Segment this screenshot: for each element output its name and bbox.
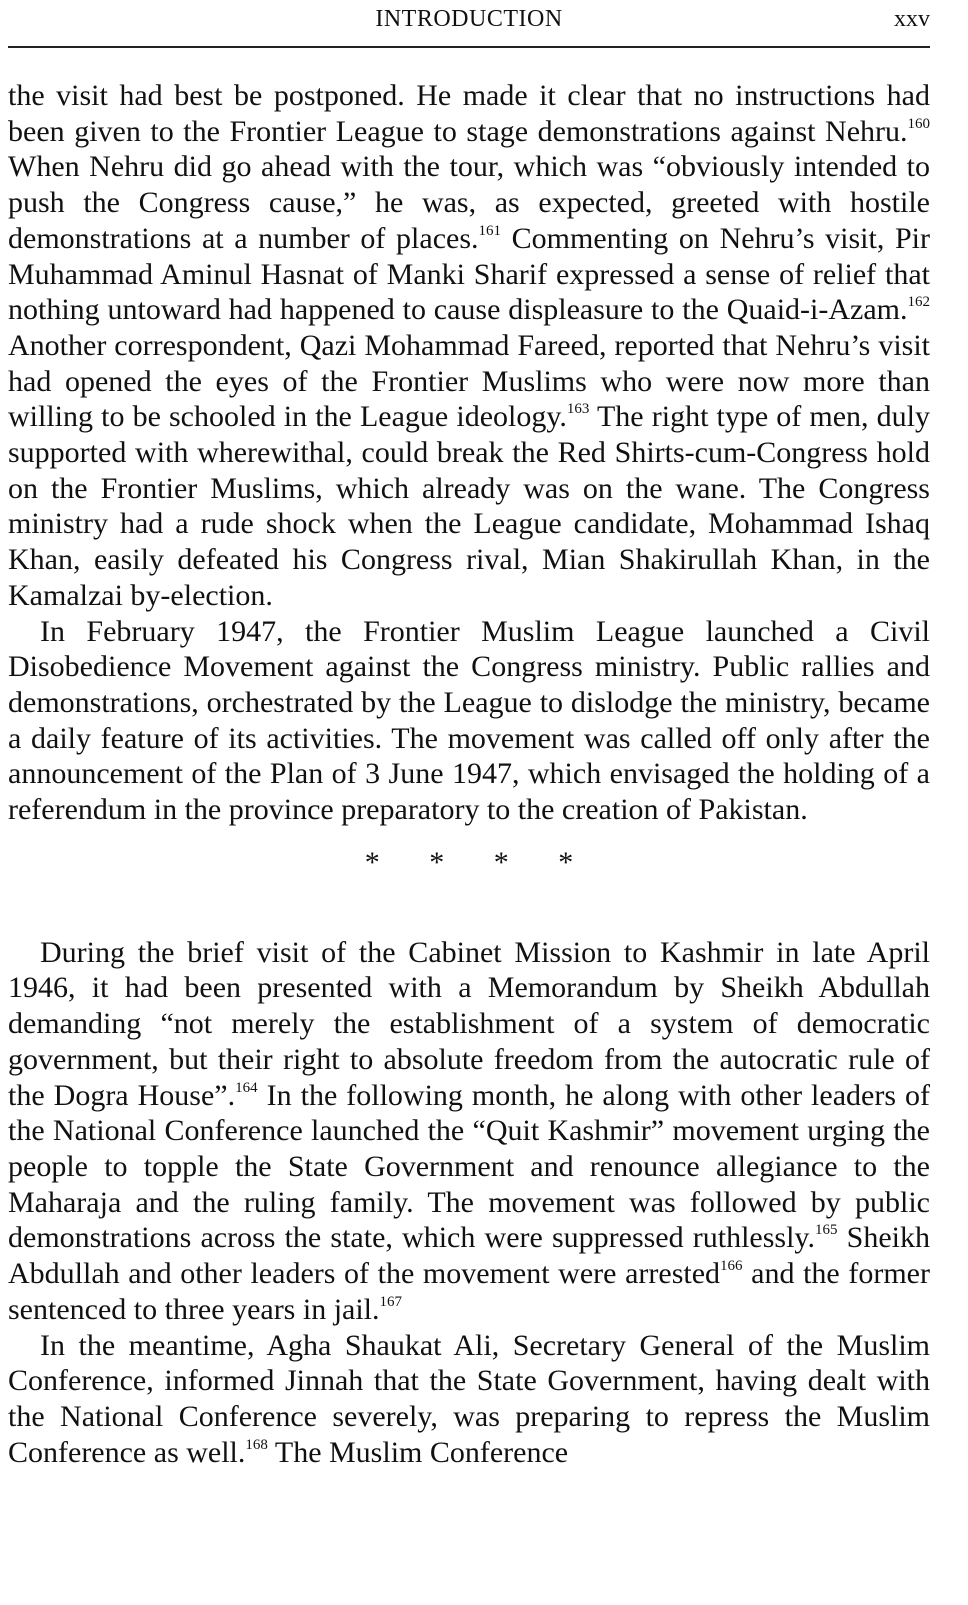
paragraph [8,78,930,614]
text-run: Sheikh Abdullah and other leaders of the movement were arrested [8,1221,930,1291]
footnote-ref: 164 [235,1079,258,1096]
body-text [8,78,930,1470]
running-title: INTRODUCTION [375,6,563,32]
text-run: When Nehru did go ahead with the tour, which was “obviously intended to push the Congress cause,” he was, as expected, greeted with hostile demonstrations at a number of places. [8,150,930,255]
book-page [8,0,930,1470]
footnote-ref: 161 [478,222,502,239]
text-run: the visit had best be postponed. He made it clear that no instructions had been given to the Frontier League to stage demonstrations against Nehru. [8,79,930,148]
footnote-ref: 167 [379,1293,403,1310]
text-run: In the following month, he along with other leaders of the National Conference launched the “Quit Kashmir” movement urging the people to topple the State Government and renounce allegiance to the Maharaja and the ruling family. The movement was followed by public demonstrations across the state, which were suppressed ruthlessly. [8,1078,930,1255]
running-header [8,0,930,48]
footnote-ref: 160 [907,115,930,132]
footnote-ref: 165 [815,1222,838,1239]
section-break-asterisks: * * * * [364,845,574,879]
text-run: Another correspondent, Qazi Mohammad Fareed, reported that Nehru’s visit had opened the eyes of the Frontier Muslims who were now more than willing to be schooled in the League ideology. [8,328,930,434]
text-run: and the former sentenced to three years in jail. [8,1257,930,1326]
text-run: The right type of men, duly supported with wherewithal, could break the Red Shirts-cum-Congress hold on the Frontier Muslims, which already was on the wane. The Congress ministry had a rude shock when the League candidate, Mohammad Ishaq Khan, easily defeated his Congress rival, Mian Shakirullah Khan, in the Kamalzai by-election. [8,400,930,612]
text-run: The Muslim Conference [267,1435,569,1469]
text-run: In the meantime, Agha Shaukat Ali, Secretary General of the Muslim Conference, informed Jinnah that the State Government, having dealt with the National Conference severely, was preparing to repress the Muslim Conference as well. [8,1328,930,1469]
footnote-ref: 168 [245,1436,268,1453]
footnote-ref: 162 [907,294,930,311]
text-run: Commenting on Nehru’s visit, Pir Muhammad Aminul Hasnat of Manki Sharif expressed a sense of relief that nothing untoward had happened to cause displeasure to the Quaid-i-Azam. [8,221,930,327]
page-number: xxv [894,6,930,32]
paragraph [8,935,930,1328]
footnote-ref: 166 [720,1258,743,1275]
text-run: During the brief visit of the Cabinet Mission to Kashmir in late April 1946, it had been presented with a Memorandum by Sheikh Abdullah demanding “not merely the establishment of a system of democratic government, but their right to absolute freedom from the autocratic rule of the Dogra House”. [8,935,930,1112]
footnote-ref: 163 [566,401,590,418]
text-run: In February 1947, the Frontier Muslim League launched a Civil Disobedience Movement against the Congress ministry. Public rallies and demonstrations, orchestrated by the League to dislodge the ministry, became a daily feature of its activities. The movement was called off only after the announcement of the Plan of 3 June 1947, which envisaged the holding of a referendum in the province preparatory to the creation of Pakistan. [8,614,930,827]
paragraph [8,614,930,828]
paragraph [8,1328,930,1471]
